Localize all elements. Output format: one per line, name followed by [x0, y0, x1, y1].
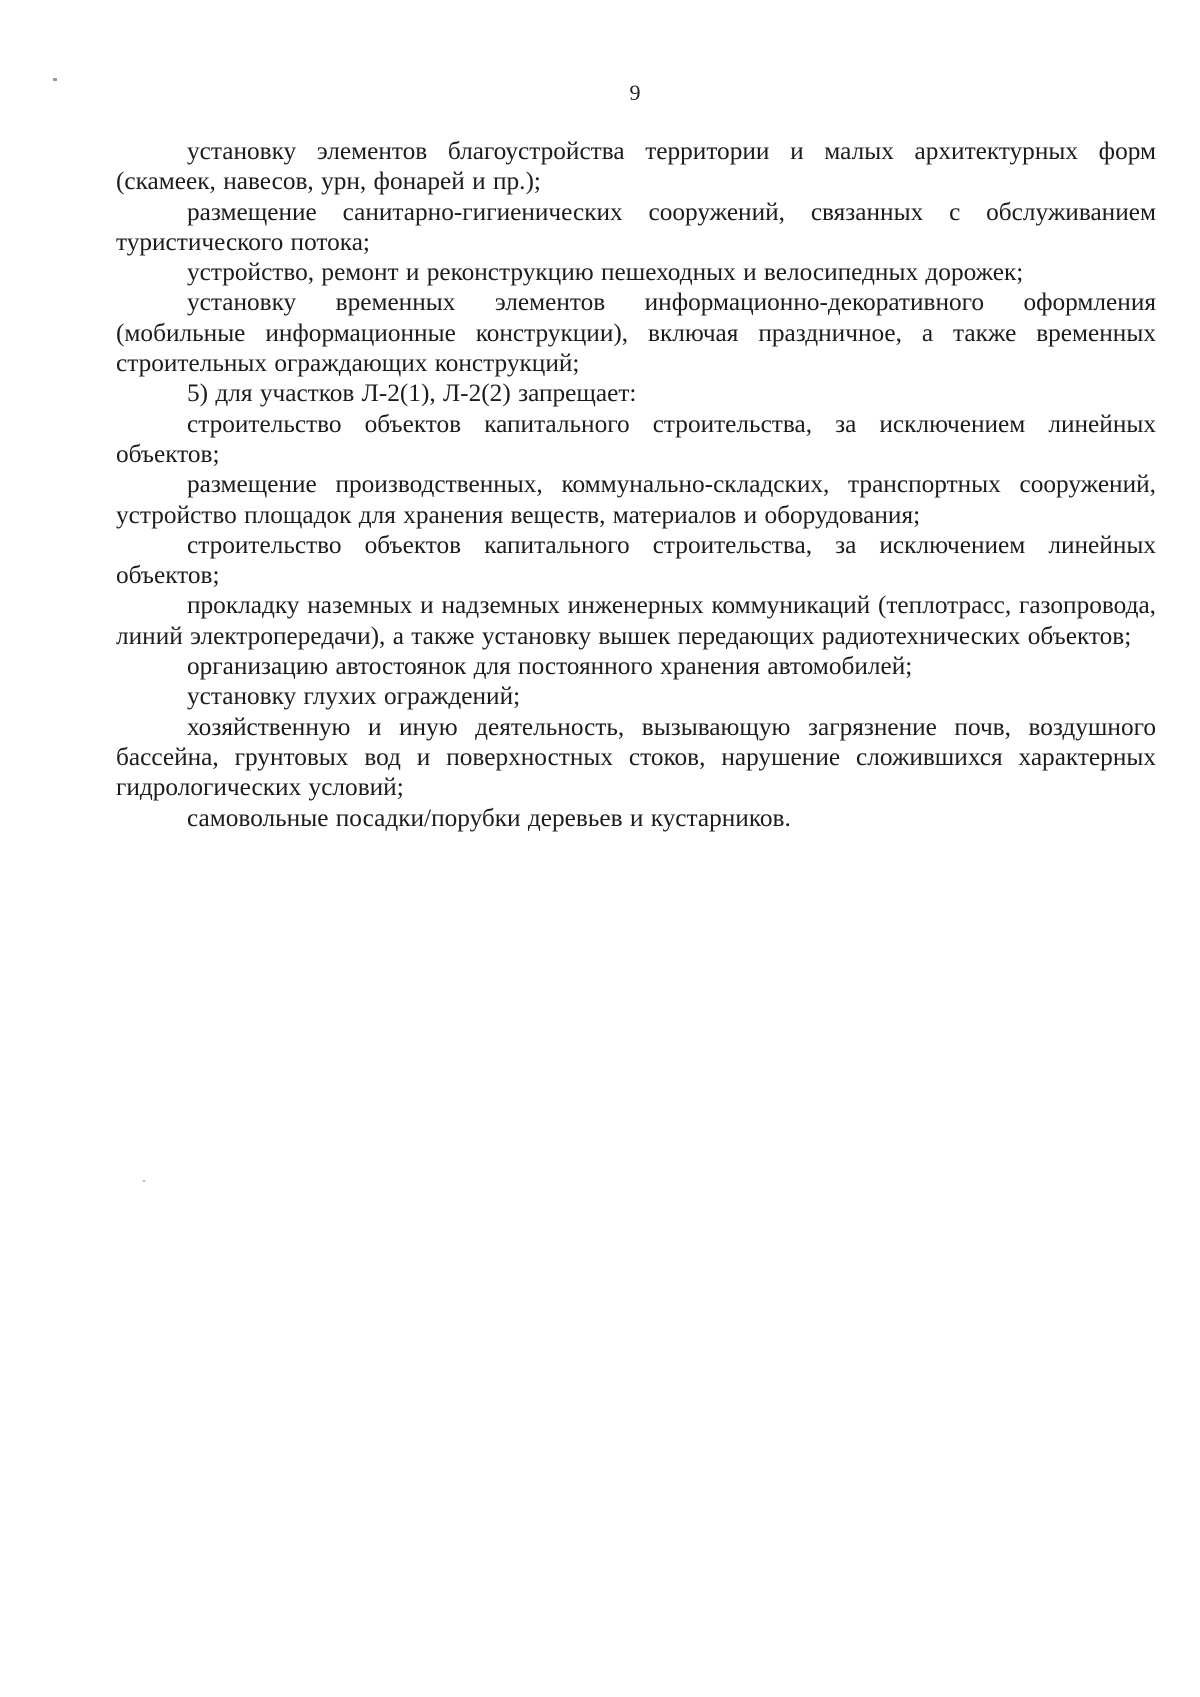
paragraph: установку элементов благоустройства территории и малых архитектурных форм (скамеек, навесов, урн, фонарей и пр.);	[116, 137, 1156, 196]
page-number: 9	[629, 80, 641, 105]
paragraph: строительство объектов капитального строительства, за исключением линейных объектов;	[116, 409, 1156, 468]
paragraph: установку глухих ограждений;	[187, 682, 521, 711]
paragraph: строительство объектов капитального строительства, за исключением линейных объектов;	[116, 530, 1156, 590]
scan-artifact-mark	[143, 1180, 145, 1182]
document-body	[116, 136, 1156, 833]
paragraph: установку временных элементов информационно-декоративного оформления (мобильные информационные конструкции), включая праздничное, а также временных строительных ограждающих конструкций;	[116, 288, 1156, 378]
paragraph: устройство, ремонт и реконструкцию пешеходных и велосипедных дорожек;	[187, 258, 1024, 287]
paragraph: самовольные посадки/порубки деревьев и кустарников.	[187, 803, 791, 832]
paragraph: прокладку наземных и надземных инженерных коммуникаций (теплотрасс, газопровода, линий электропередачи), а также установку вышек передающих радиотехнических объектов;	[116, 591, 1156, 650]
paragraph: размещение санитарно-гигиенических сооружений, связанных с обслуживанием туристического потока;	[116, 197, 1156, 256]
paragraph: хозяйственную и иную деятельность, вызывающую загрязнение почв, воздушного бассейна, грунтовых вод и поверхностных стоков, нарушение сложившихся характерных гидрологических условий;	[116, 712, 1156, 802]
paragraph: размещение производственных, коммунально-складских, транспортных сооружений, устройство площадок для хранения веществ, материалов и оборудования;	[116, 470, 1156, 529]
paragraph: 5) для участков Л-2(1), Л-2(2) запрещает:	[187, 379, 637, 408]
paragraph: организацию автостоянок для постоянного хранения автомобилей;	[187, 652, 913, 681]
